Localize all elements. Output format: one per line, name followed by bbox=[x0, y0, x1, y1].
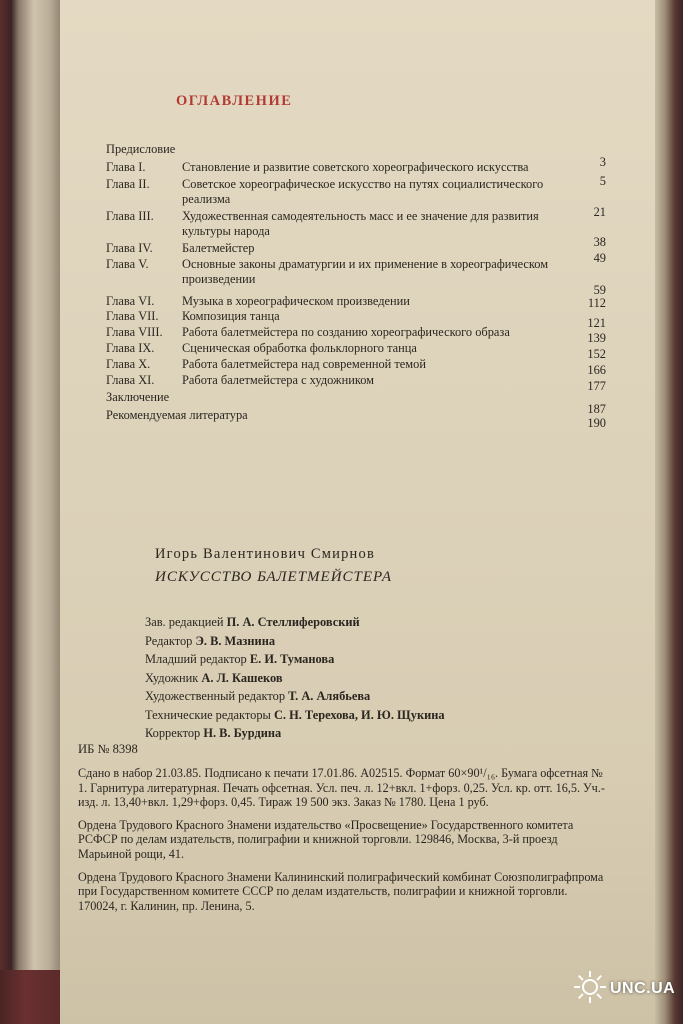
credit-name: А. Л. Кашеков bbox=[201, 670, 283, 685]
credit-name: Э. В. Мазнина bbox=[195, 633, 276, 648]
credit-name: Т. А. Алябьева bbox=[288, 689, 371, 703]
toc-entry-page: 177 bbox=[587, 379, 606, 393]
toc-entry-label: Глава XI. bbox=[106, 373, 155, 387]
toc-entry-text: Сценическая обработка фольклорного танца bbox=[182, 341, 417, 355]
toc-entry-text: Становление и развитие советского хореографического искусства bbox=[182, 160, 529, 174]
credit-line bbox=[145, 706, 445, 725]
toc-entry-page: 21 bbox=[593, 205, 606, 219]
toc-entry-page: 38 bbox=[593, 235, 606, 249]
toc-entry-text: Работа балетмейстера по созданию хореографического образа bbox=[182, 325, 510, 339]
credit-line bbox=[145, 687, 445, 706]
toc-entry bbox=[106, 325, 606, 345]
toc-entry-label: Глава X. bbox=[106, 357, 151, 371]
toc-entry-label: Глава VII. bbox=[106, 309, 159, 323]
toc-entry-page: 3 bbox=[599, 155, 606, 169]
credit-role: Художник bbox=[145, 670, 199, 685]
credit-name: Н. В. Бурдина bbox=[203, 726, 282, 740]
toc-entry-text: Работа балетмейстера с художником bbox=[182, 373, 375, 387]
book-cover-edge bbox=[0, 0, 62, 1024]
toc-entry bbox=[106, 408, 606, 430]
toc-entry-label: Заключение bbox=[106, 390, 170, 404]
toc-entry-label: Глава IV. bbox=[106, 241, 153, 255]
credit-name: П. А. Стеллиферовский bbox=[226, 615, 360, 629]
toc-entry-text: Композиция танца bbox=[182, 309, 280, 323]
imprint-printer: Ордена Трудового Красного Знамени Калининский полиграфический комбинат Союзполиграфпрома при Государственном комитете СССР по делам издательств, полиграфии и книжной торговли. 170024, г. Калинин, пр. Ленина, 5. bbox=[78, 869, 604, 913]
imprint-publisher: Ордена Трудового Красного Знамени издательство «Просвещение» Государственного комитета РСФСР по делам издательств, полиграфии и книжной торговли. 129846, Москва, 3-й проезд Марьиной рощи, 41. bbox=[78, 817, 574, 861]
credit-role: Художественный редактор bbox=[145, 689, 286, 703]
imprint-production: Сдано в набор 21.03.85. Подписано к печати 17.01.86. А02515. Формат 60×90¹/₁₆. Бумага офсетная № 1. Гарнитура литературная. Печать офсетная. Усл. печ. л. 12+вкл. 1+форз. 0,25. Усл. кр. отт. 16,5. Уч.-изд. л. 13,40+вкл. 1,29+форз. 0,45. Тираж 19 500 экз. Заказ № 1780. Цена 1 руб. bbox=[78, 766, 605, 810]
toc-entry-text: Художественная самодеятельность масс и ее значение для развития культуры народа bbox=[182, 209, 539, 239]
book-author: Игорь Валентинович Смирнов bbox=[155, 546, 376, 562]
toc-entry-page: 121 bbox=[587, 316, 606, 330]
toc-entry-page: 187 bbox=[587, 402, 606, 416]
credit-role: Корректор bbox=[145, 726, 201, 740]
toc-entry-page: 139 bbox=[587, 331, 606, 345]
toc-entry-page: 190 bbox=[587, 416, 606, 430]
credit-role: Младший редактор bbox=[145, 652, 247, 666]
table-of-contents bbox=[106, 142, 606, 430]
toc-entry-text: Советское хореографическое искусство на путях социалистического реализма bbox=[182, 177, 544, 207]
toc-entry bbox=[106, 309, 606, 330]
credit-line bbox=[145, 650, 445, 669]
credit-role: Технические редакторы bbox=[145, 707, 271, 722]
sunburst-logo-icon bbox=[572, 969, 608, 1005]
toc-entry bbox=[106, 341, 606, 361]
ib-number: ИБ № 8398 bbox=[78, 742, 138, 756]
book-title: ИСКУССТВО БАЛЕТМЕЙСТЕРА bbox=[155, 569, 393, 585]
credits-list bbox=[145, 613, 445, 743]
toc-entry bbox=[106, 294, 606, 309]
credit-line bbox=[145, 669, 445, 688]
toc-entry-page: 5 bbox=[599, 174, 606, 188]
toc-entry-label: Глава II. bbox=[106, 177, 150, 191]
toc-entry bbox=[106, 357, 606, 377]
toc-entry-page: 49 bbox=[593, 251, 606, 265]
toc-title: ОГЛАВЛЕНИЕ bbox=[176, 93, 293, 109]
toc-entry-page: 59 bbox=[593, 283, 606, 297]
toc-entry-label: Глава VI. bbox=[106, 294, 155, 308]
toc-entry-label: Глава III. bbox=[106, 209, 154, 223]
toc-entry-label: Рекомендуемая литература bbox=[106, 408, 248, 422]
toc-entry-label: Глава I. bbox=[106, 160, 146, 174]
toc-entry-label: Глава VIII. bbox=[106, 325, 163, 339]
toc-entry bbox=[106, 373, 606, 393]
toc-entry-page: 166 bbox=[587, 363, 606, 377]
book-cover-binding bbox=[0, 970, 62, 1024]
toc-entry-text: Работа балетмейстера над современной темой bbox=[182, 357, 426, 371]
credit-role: Зав. редакцией bbox=[145, 615, 224, 629]
credit-role: Редактор bbox=[145, 633, 193, 648]
toc-entry-page: 152 bbox=[587, 347, 606, 361]
credit-line bbox=[145, 724, 445, 743]
toc-entry-label: Глава IX. bbox=[106, 341, 155, 355]
toc-entry bbox=[106, 257, 606, 297]
credit-name: С. Н. Терехова, И. Ю. Щукина bbox=[273, 707, 445, 722]
credit-line bbox=[145, 613, 445, 632]
toc-entry-label: Глава V. bbox=[106, 257, 149, 271]
toc-entry-text: Основные законы драматургии и их применение в хореографическом произведении bbox=[182, 257, 549, 287]
toc-entry-text: Балетмейстер bbox=[182, 241, 255, 255]
credit-line bbox=[145, 632, 445, 651]
watermark bbox=[572, 966, 682, 1016]
page-right-edge bbox=[655, 0, 683, 1024]
watermark-text: UNC.UA bbox=[610, 980, 676, 997]
book-info bbox=[155, 546, 392, 586]
toc-entry-page: 112 bbox=[587, 296, 606, 310]
imprint bbox=[78, 766, 608, 921]
toc-entry-text: Музыка в хореографическом произведении bbox=[182, 294, 410, 308]
toc-entry-label: Предисловие bbox=[106, 142, 176, 156]
credit-name: Е. И. Туманова bbox=[249, 652, 335, 666]
